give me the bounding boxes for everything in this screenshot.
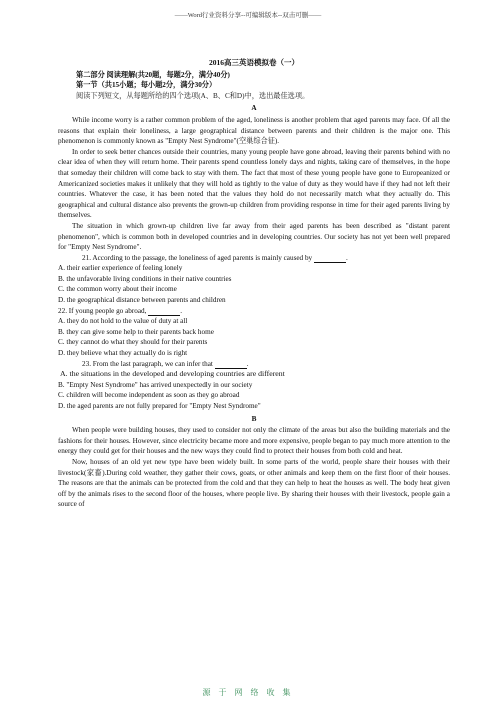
directions: 阅读下列短文，从每题所给的四个选项(A、B、C和D)中，选出最佳选项。	[76, 91, 310, 100]
q22-option-b: B. they can give some help to their parents back home	[58, 327, 214, 336]
passage-b-paragraph-1: When people were building houses, they used to consider not only the climate of the areas but also the building materials and the fashions for their houses. However, since electricity became more and more expensive, people began to pay much more attention to the energy they could get for their houses and the new ways they could find to protect their houses from both cold and heat.	[58, 426, 450, 456]
page-header: ——Word行业资料分享--可编辑版本--双击可删——	[174, 12, 322, 19]
q21-option-d: D. the geographical distance between parents and children	[58, 296, 226, 305]
part-heading: 第二部分 阅读理解(共20题，每题2分，满分40分)	[76, 70, 230, 79]
page-footer: 源 于 网 络 收 集	[202, 688, 294, 697]
q22-option-c: C. they cannot do what they should for their parents	[58, 338, 208, 347]
q21-option-a: A. their earlier experience of feeling lonely	[58, 264, 183, 273]
question-23: 23. From the last paragraph, we can infer that .	[82, 359, 249, 368]
answer-blank	[148, 308, 180, 316]
question-21: 21. According to the passage, the loneliness of aged parents is mainly caused by .	[82, 253, 348, 262]
page-title: 2016高三英语模拟卷（一）	[209, 58, 299, 67]
passage-b-label: B	[251, 414, 257, 423]
passage-b-paragraph-2: Now, houses of an old yet new type have been widely built. In some parts of the world, people share their houses with their livestock(家畜).During cold weather, they gather their cows, goats, or other animals and keep them on the first floor of their houses. The reasons are that the animals can be protected from the cold and that they can help to heat the houses as well. The body heat given off by the animals rises to the second floor of the houses, where people live. By sharing their houses with their livestock, people gain a source of	[58, 457, 450, 509]
passage-a-label: A	[251, 104, 257, 113]
document-body	[58, 58, 450, 510]
question-22: 22. If young people go abroad, .	[58, 306, 183, 315]
question-21-stem: 21. According to the passage, the loneliness of aged parents is mainly caused by	[82, 253, 313, 262]
answer-blank	[215, 361, 247, 369]
q21-option-c: C. the common worry about their income	[58, 285, 177, 294]
q21-option-b: B. the unfavorable living conditions in their native countries	[58, 274, 232, 283]
answer-blank	[314, 255, 346, 263]
section-heading: 第一节（共15小题；每小题2分，满分30分）	[76, 81, 217, 90]
question-23-stem: 23. From the last paragraph, we can infer that	[82, 359, 213, 368]
question-22-stem: 22. If young people go abroad,	[58, 306, 147, 315]
passage-a-paragraph-3: The situation in which grown-up children live far away from their aged parents has been described as "distant parent phenomenon", which is common both in developed countries and in developing countries. Our society has not yet been well prepared for "Empty Nest Syndrome".	[58, 221, 450, 252]
passage-a-paragraph-1: While income worry is a rather common problem of the aged, loneliness is another problem that aged parents may face. Of all the reasons that explain their loneliness, a large geographical distance between parents and their children is the major one. This phenomenon is commonly known as "Empty Nest Syndrome"(空巢综合征).	[58, 115, 450, 146]
q23-option-b: B. "Empty Nest Syndrome" has arrived unexpectedly in our society	[58, 380, 253, 389]
passage-a-paragraph-2: In order to seek better chances outside their countries, many young people have gone abroad, leaving their parents behind with no clear idea of when they will return home. Their parents spend countless lonely days and nights, taking care of themselves, in the hope that someday their children will come back to stay with them. The fact that most of these young people have gone to Europeanized or Americanized societies makes it unlikely that they will hold as tightly to the value of duty as they would have if they had not left their countries. Whatever the case, it has been noted that the values they hold do not necessarily match what they actually do. This geographical and cultural distance also prevents the grown-up children from providing response in time for their aged parents living by themselves.	[58, 147, 450, 220]
q22-option-a: A. they do not hold to the value of duty at all	[58, 317, 188, 326]
q23-option-d: D. the aged parents are not fully prepared for "Empty Nest Syndrome"	[58, 402, 261, 410]
q22-option-d: D. they believe what they actually do is right	[58, 349, 188, 358]
q23-option-a: A. the situations in the developed and developing countries are different	[60, 369, 285, 379]
q23-option-c: C. children will become independent as soon as they go abroad	[58, 391, 240, 400]
